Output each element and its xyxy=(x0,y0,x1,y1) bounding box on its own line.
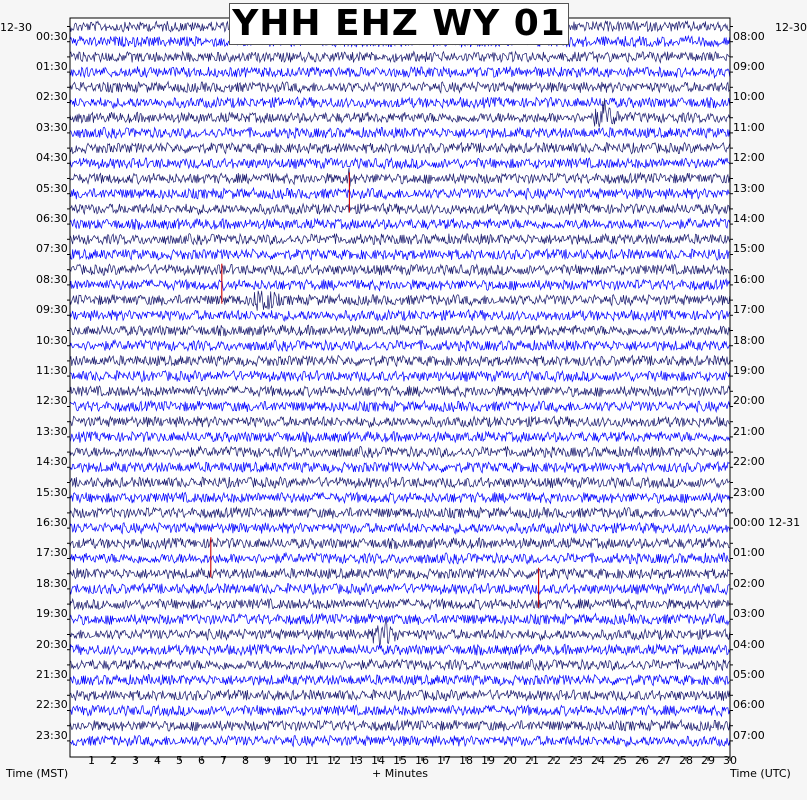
left-time-label: 11:30 xyxy=(36,363,68,377)
left-time-label: 02:30 xyxy=(36,90,68,104)
right-time-label: 21:00 xyxy=(733,424,765,438)
left-time-label: 18:30 xyxy=(36,576,68,590)
x-tick-label: 5 xyxy=(176,754,183,767)
left-time-label: 04:30 xyxy=(36,151,68,165)
right-time-label: 23:00 xyxy=(733,485,765,499)
x-tick-label: 28 xyxy=(679,754,693,767)
left-time-label: 03:30 xyxy=(36,120,68,134)
x-tick-label: 14 xyxy=(371,754,385,767)
left-time-label: 19:30 xyxy=(36,607,68,621)
x-tick-label: 1 xyxy=(88,754,95,767)
x-tick-label: 21 xyxy=(525,754,539,767)
right-time-label: 12:00 xyxy=(733,151,765,165)
left-time-label: 06:30 xyxy=(36,211,68,225)
right-time-label: 02:00 xyxy=(733,576,765,590)
x-tick-label: 9 xyxy=(264,754,271,767)
right-time-label: 03:00 xyxy=(733,607,765,621)
chart-title: YHH EHZ WY 01 xyxy=(229,3,569,45)
left-time-label: 23:30 xyxy=(36,728,68,742)
x-tick-label: 20 xyxy=(503,754,517,767)
left-time-label: 00:30 xyxy=(36,29,68,43)
x-tick-label: 29 xyxy=(701,754,715,767)
x-tick-label: 4 xyxy=(154,754,161,767)
x-axis-label: + Minutes xyxy=(372,767,429,780)
x-tick-label: 30 xyxy=(723,754,737,767)
right-time-label: 13:00 xyxy=(733,181,765,195)
right-time-label: 17:00 xyxy=(733,303,765,317)
left-time-label: 22:30 xyxy=(36,698,68,712)
left-time-label: 21:30 xyxy=(36,667,68,681)
left-time-label: 15:30 xyxy=(36,485,68,499)
right-time-label: 09:00 xyxy=(733,59,765,73)
right-time-label: 11:00 xyxy=(733,120,765,134)
right-time-label: 16:00 xyxy=(733,272,765,286)
left-time-label: 16:30 xyxy=(36,515,68,529)
x-tick-label: 15 xyxy=(393,754,407,767)
x-tick-label: 7 xyxy=(220,754,227,767)
left-time-label: 10:30 xyxy=(36,333,68,347)
right-time-label: 22:00 xyxy=(733,455,765,469)
start-date-right: 12-30 xyxy=(775,21,807,34)
x-tick-label: 24 xyxy=(591,754,605,767)
left-time-label: 14:30 xyxy=(36,455,68,469)
right-time-label: 04:00 xyxy=(733,637,765,651)
x-tick-label: 12 xyxy=(327,754,341,767)
x-tick-label: 19 xyxy=(481,754,495,767)
left-time-label: 13:30 xyxy=(36,424,68,438)
x-tick-label: 16 xyxy=(415,754,429,767)
right-time-label: 18:00 xyxy=(733,333,765,347)
right-time-label: 05:00 xyxy=(733,667,765,681)
x-tick-label: 25 xyxy=(613,754,627,767)
start-date-left: 12-30 xyxy=(0,21,32,34)
right-axis-label: Time (UTC) xyxy=(730,767,791,780)
x-tick-label: 8 xyxy=(242,754,249,767)
x-tick-label: 3 xyxy=(132,754,139,767)
left-time-label: 12:30 xyxy=(36,394,68,408)
left-time-label: 20:30 xyxy=(36,637,68,651)
right-time-label: 00:00 12-31 xyxy=(733,515,801,529)
x-tick-label: 26 xyxy=(635,754,649,767)
right-time-label: 07:00 xyxy=(733,728,765,742)
right-time-label: 10:00 xyxy=(733,90,765,104)
right-time-label: 01:00 xyxy=(733,546,765,560)
right-time-label: 14:00 xyxy=(733,211,765,225)
left-time-label: 01:30 xyxy=(36,59,68,73)
right-time-label: 19:00 xyxy=(733,363,765,377)
x-tick-label: 27 xyxy=(657,754,671,767)
x-tick-label: 6 xyxy=(198,754,205,767)
x-tick-label: 17 xyxy=(437,754,451,767)
x-tick-label: 2 xyxy=(110,754,117,767)
left-time-label: 17:30 xyxy=(36,546,68,560)
left-axis-label: Time (MST) xyxy=(6,767,69,780)
x-tick-label: 22 xyxy=(547,754,561,767)
left-time-label: 09:30 xyxy=(36,303,68,317)
x-tick-label: 23 xyxy=(569,754,583,767)
x-tick-label: 13 xyxy=(349,754,363,767)
right-time-label: 06:00 xyxy=(733,698,765,712)
left-time-label: 08:30 xyxy=(36,272,68,286)
left-time-label: 05:30 xyxy=(36,181,68,195)
x-tick-label: 11 xyxy=(305,754,319,767)
right-time-label: 15:00 xyxy=(733,242,765,256)
x-tick-label: 18 xyxy=(459,754,473,767)
right-time-label: 20:00 xyxy=(733,394,765,408)
left-time-label: 07:30 xyxy=(36,242,68,256)
right-time-label: 08:00 xyxy=(733,29,765,43)
x-tick-label: 10 xyxy=(283,754,297,767)
